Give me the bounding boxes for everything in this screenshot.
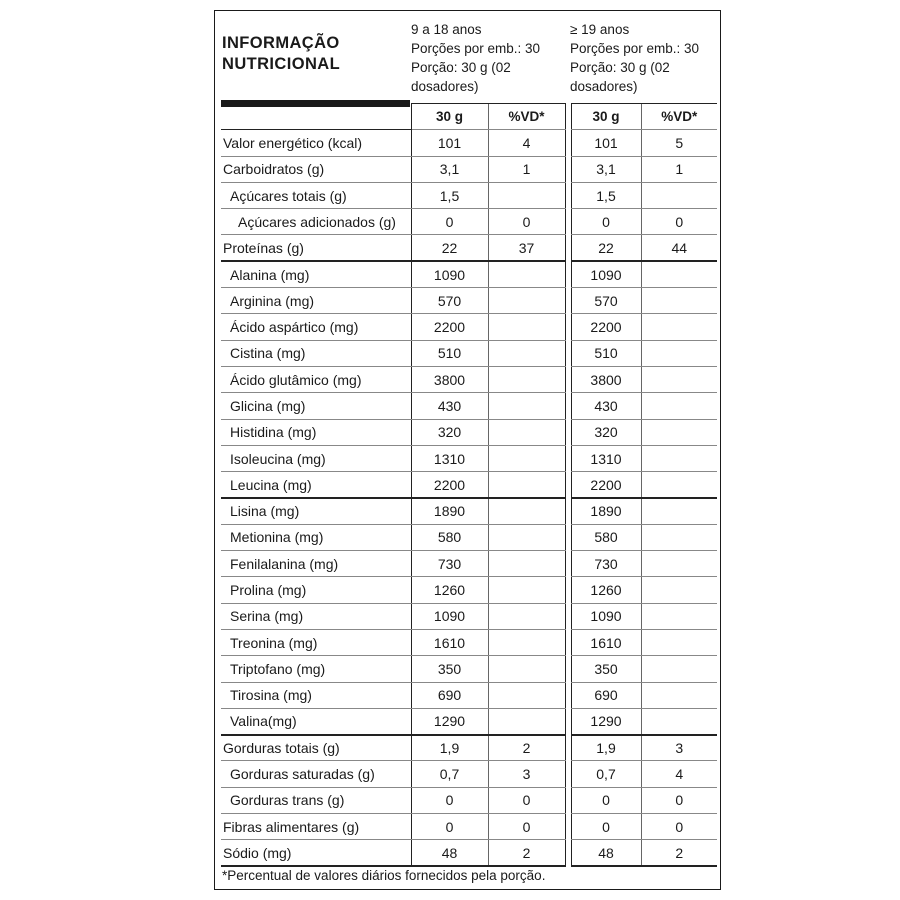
amount-group2: 350: [571, 656, 641, 682]
amount-group1: 22: [411, 235, 488, 261]
vd-group1: [488, 498, 565, 524]
amount-group2: 1610: [571, 629, 641, 655]
amount-group2: 0: [571, 209, 641, 235]
vd-group1: [488, 656, 565, 682]
amount-group1: 1260: [411, 577, 488, 603]
vd-group2: [641, 445, 717, 471]
nutrient-row: [221, 524, 717, 550]
vd-group1: [488, 577, 565, 603]
vd-group1: [488, 629, 565, 655]
vd-group1: [488, 340, 565, 366]
nutrient-label: Ácido glutâmico (mg): [221, 366, 411, 392]
vd-group1: [488, 603, 565, 629]
amount-group1: 1090: [411, 603, 488, 629]
nutrient-row: [221, 182, 717, 208]
vd-group2: [641, 366, 717, 392]
group2-line2: Porções por emb.: 30: [570, 41, 700, 56]
group1-line1: 9 a 18 anos: [411, 22, 482, 37]
vd-group1: 37: [488, 235, 565, 261]
amount-group2: 48: [571, 840, 641, 866]
nutrition-facts-panel: [214, 10, 721, 890]
nutrient-label: Gorduras trans (g): [221, 787, 411, 813]
vd-group2: 0: [641, 209, 717, 235]
amount-group1: 690: [411, 682, 488, 708]
nutrient-label: Histidina (mg): [221, 419, 411, 445]
vd-group2: 0: [641, 787, 717, 813]
amount-group1: 3800: [411, 366, 488, 392]
vd-group2: [641, 629, 717, 655]
amount-group1: 1090: [411, 261, 488, 287]
footnote: *Percentual de valores diários fornecidos pela porção.: [222, 868, 546, 883]
vd-group1: [488, 182, 565, 208]
vd-group1: [488, 708, 565, 734]
nutrient-label: Cistina (mg): [221, 340, 411, 366]
vd-group2: 4: [641, 761, 717, 787]
nutrient-label: Açúcares totais (g): [221, 182, 411, 208]
vd-group1: [488, 261, 565, 287]
vd-group1: [488, 366, 565, 392]
nutrient-label: Tirosina (mg): [221, 682, 411, 708]
vd-group2: [641, 472, 717, 498]
nutrient-row: [221, 498, 717, 524]
amount-group1: 320: [411, 419, 488, 445]
nutrient-row: [221, 130, 717, 156]
amount-group2: 3,1: [571, 156, 641, 182]
nutrient-row: [221, 814, 717, 840]
vd-group2: [641, 419, 717, 445]
nutrient-row: [221, 629, 717, 655]
vd-group2: 5: [641, 130, 717, 156]
group-header-9-18: [411, 20, 563, 96]
nutrient-row: [221, 787, 717, 813]
panel-title: [222, 33, 340, 75]
amount-group1: 570: [411, 288, 488, 314]
nutrient-row: [221, 761, 717, 787]
nutrient-label: Alanina (mg): [221, 261, 411, 287]
group-header-19-plus: [570, 20, 718, 96]
nutrient-row: [221, 366, 717, 392]
vd-group2: [641, 603, 717, 629]
vd-group1: [488, 314, 565, 340]
vd-group2: 0: [641, 814, 717, 840]
col-vd-group1: %VD*: [488, 104, 565, 130]
amount-group1: 350: [411, 656, 488, 682]
nutrient-row: [221, 419, 717, 445]
vd-group2: [641, 577, 717, 603]
group2-line3: Porção: 30 g (02: [570, 60, 670, 75]
amount-group1: 3,1: [411, 156, 488, 182]
nutrient-row: [221, 156, 717, 182]
amount-group2: 430: [571, 393, 641, 419]
nutrient-label: Valor energético (kcal): [221, 130, 411, 156]
amount-group1: 1310: [411, 445, 488, 471]
nutrient-label: Arginina (mg): [221, 288, 411, 314]
amount-group1: 1290: [411, 708, 488, 734]
nutrient-label: Treonina (mg): [221, 629, 411, 655]
nutrient-label: Ácido aspártico (mg): [221, 314, 411, 340]
nutrient-label: Gorduras totais (g): [221, 735, 411, 761]
vd-group2: [641, 261, 717, 287]
nutrient-row: [221, 445, 717, 471]
col-amount-group2: 30 g: [571, 104, 641, 130]
vd-group1: 0: [488, 814, 565, 840]
vd-group2: 2: [641, 840, 717, 866]
amount-group2: 1290: [571, 708, 641, 734]
amount-group2: 510: [571, 340, 641, 366]
amount-group2: 1890: [571, 498, 641, 524]
vd-group1: 2: [488, 840, 565, 866]
amount-group1: 580: [411, 524, 488, 550]
vd-group1: 0: [488, 787, 565, 813]
amount-group1: 0,7: [411, 761, 488, 787]
nutrient-row: [221, 840, 717, 866]
vd-group1: [488, 682, 565, 708]
nutrient-label: Serina (mg): [221, 603, 411, 629]
nutrient-label: Carboidratos (g): [221, 156, 411, 182]
amount-group1: 101: [411, 130, 488, 156]
vd-group2: 1: [641, 156, 717, 182]
nutrient-row: [221, 340, 717, 366]
nutrient-row: [221, 682, 717, 708]
amount-group1: 1,9: [411, 735, 488, 761]
amount-group2: 570: [571, 288, 641, 314]
vd-group2: [641, 656, 717, 682]
amount-group2: 0: [571, 787, 641, 813]
vd-group1: 0: [488, 209, 565, 235]
vd-group2: [641, 551, 717, 577]
nutrient-row: [221, 314, 717, 340]
amount-group2: 101: [571, 130, 641, 156]
col-vd-group2: %VD*: [641, 104, 717, 130]
amount-group2: 1090: [571, 603, 641, 629]
amount-group1: 0: [411, 209, 488, 235]
amount-group1: 0: [411, 787, 488, 813]
amount-group1: 1,5: [411, 182, 488, 208]
vd-group2: [641, 708, 717, 734]
nutrient-label: Proteínas (g): [221, 235, 411, 261]
amount-group2: 0: [571, 814, 641, 840]
nutrient-label: Metionina (mg): [221, 524, 411, 550]
amount-group2: 3800: [571, 366, 641, 392]
amount-group2: 690: [571, 682, 641, 708]
amount-group2: 0,7: [571, 761, 641, 787]
nutrient-row: [221, 288, 717, 314]
amount-group1: 48: [411, 840, 488, 866]
nutrient-label: Gorduras saturadas (g): [221, 761, 411, 787]
nutrient-row: [221, 577, 717, 603]
nutrient-label: Glicina (mg): [221, 393, 411, 419]
group2-line1: ≥ 19 anos: [570, 22, 630, 37]
nutrient-row: [221, 472, 717, 498]
vd-group2: [641, 393, 717, 419]
nutrient-row: [221, 393, 717, 419]
vd-group2: [641, 340, 717, 366]
vd-group1: [488, 419, 565, 445]
vd-group1: [488, 551, 565, 577]
nutrient-label: Triptofano (mg): [221, 656, 411, 682]
vd-group1: 2: [488, 735, 565, 761]
vd-group1: [488, 393, 565, 419]
vd-group1: [488, 524, 565, 550]
vd-group1: [488, 472, 565, 498]
nutrient-label: Valina(mg): [221, 708, 411, 734]
amount-group2: 1310: [571, 445, 641, 471]
nutrient-row: [221, 261, 717, 287]
amount-group2: 1090: [571, 261, 641, 287]
amount-group2: 1,9: [571, 735, 641, 761]
title-line-1: INFORMAÇÃO: [222, 34, 340, 52]
amount-group1: 1890: [411, 498, 488, 524]
amount-group1: 430: [411, 393, 488, 419]
nutrient-label: Fenilalanina (mg): [221, 551, 411, 577]
amount-group2: 2200: [571, 472, 641, 498]
nutrient-row: [221, 708, 717, 734]
amount-group2: 1,5: [571, 182, 641, 208]
col-amount-group1: 30 g: [411, 104, 488, 130]
amount-group1: 730: [411, 551, 488, 577]
nutrient-label: Prolina (mg): [221, 577, 411, 603]
group1-line4: dosadores): [411, 79, 479, 94]
group1-line2: Porções por emb.: 30: [411, 41, 541, 56]
vd-group1: 1: [488, 156, 565, 182]
vd-group2: 44: [641, 235, 717, 261]
amount-group1: 0: [411, 814, 488, 840]
nutrient-row: [221, 235, 717, 261]
amount-group2: 580: [571, 524, 641, 550]
amount-group1: 510: [411, 340, 488, 366]
nutrient-row: [221, 735, 717, 761]
header-blank-cell: [221, 104, 411, 130]
amount-group1: 2200: [411, 472, 488, 498]
nutrient-label: Açúcares adicionados (g): [221, 209, 411, 235]
nutrition-rows: [221, 130, 717, 866]
amount-group1: 1610: [411, 629, 488, 655]
vd-group2: [641, 314, 717, 340]
column-header-row: [221, 104, 717, 130]
vd-group1: [488, 445, 565, 471]
amount-group2: 730: [571, 551, 641, 577]
vd-group2: [641, 288, 717, 314]
nutrient-row: [221, 656, 717, 682]
title-line-2: NUTRICIONAL: [222, 55, 341, 73]
amount-group2: 2200: [571, 314, 641, 340]
amount-group1: 2200: [411, 314, 488, 340]
nutrient-label: Isoleucina (mg): [221, 445, 411, 471]
nutrient-row: [221, 551, 717, 577]
nutrient-label: Fibras alimentares (g): [221, 814, 411, 840]
vd-group2: [641, 682, 717, 708]
nutrient-label: Leucina (mg): [221, 472, 411, 498]
vd-group1: [488, 288, 565, 314]
nutrient-label: Sódio (mg): [221, 840, 411, 866]
nutrient-row: [221, 603, 717, 629]
amount-group2: 1260: [571, 577, 641, 603]
nutrition-table: [221, 103, 717, 867]
group1-line3: Porção: 30 g (02: [411, 60, 511, 75]
vd-group1: 3: [488, 761, 565, 787]
vd-group2: [641, 498, 717, 524]
nutrient-label: Lisina (mg): [221, 498, 411, 524]
amount-group2: 320: [571, 419, 641, 445]
amount-group2: 22: [571, 235, 641, 261]
vd-group2: [641, 524, 717, 550]
vd-group2: [641, 182, 717, 208]
vd-group2: 3: [641, 735, 717, 761]
nutrient-row: [221, 209, 717, 235]
vd-group1: 4: [488, 130, 565, 156]
group2-line4: dosadores): [570, 79, 638, 94]
